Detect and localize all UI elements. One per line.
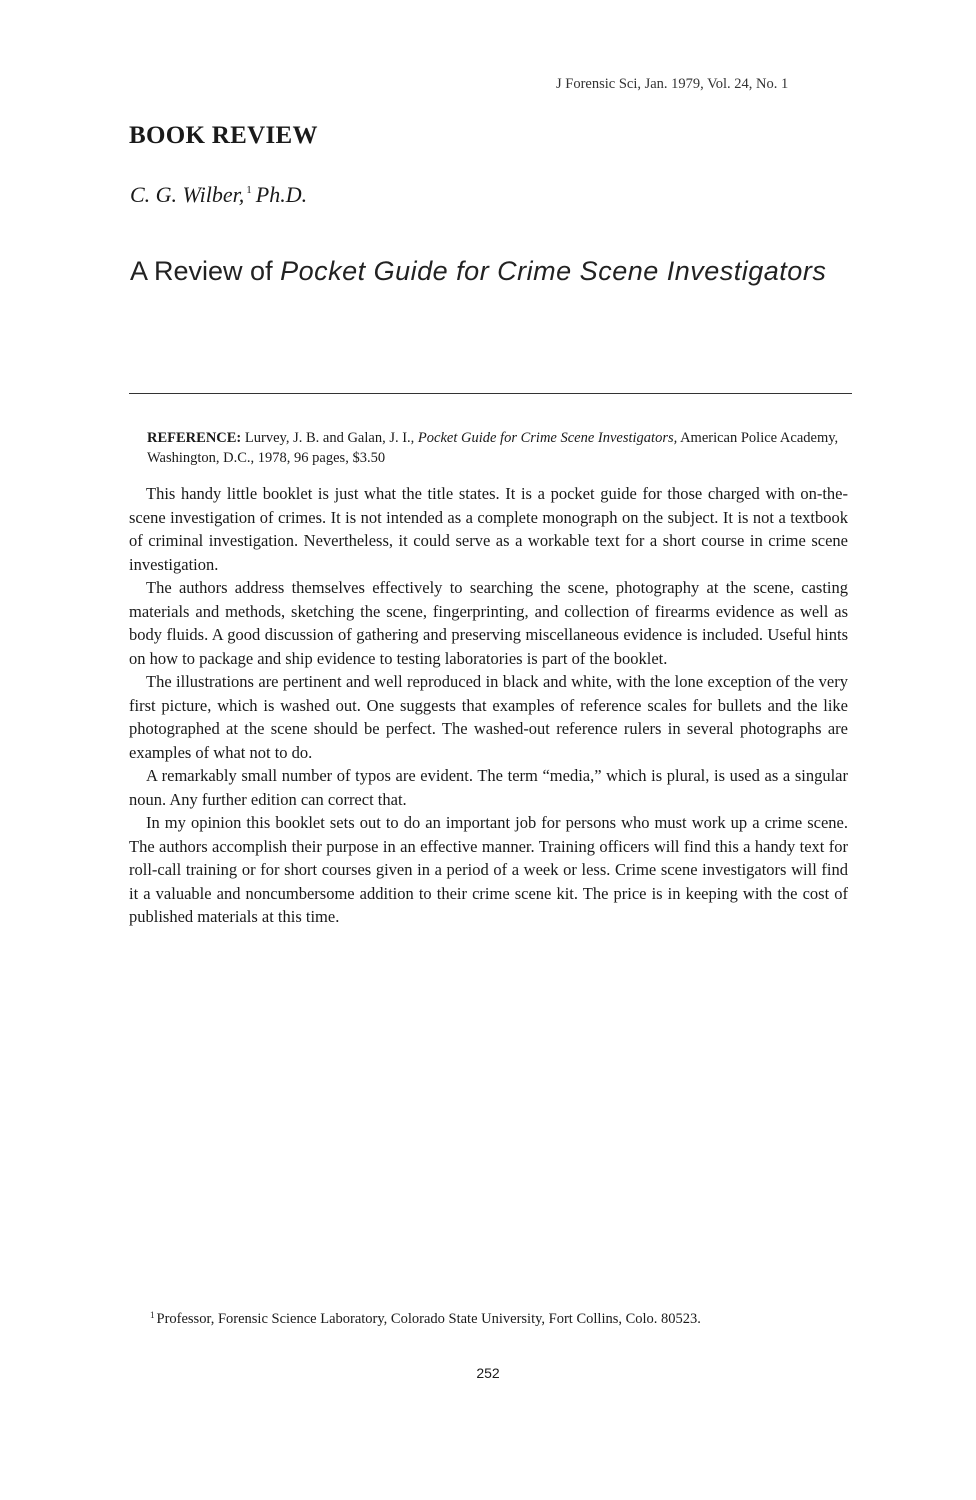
footnote-text: Professor, Forensic Science Laboratory, Colorado State University, Fort Collins, Colo. 80523. [156, 1311, 701, 1327]
title-divider [129, 393, 852, 394]
author-footnote-mark: 1 [246, 184, 252, 196]
reference-block [147, 428, 847, 468]
author-name: C. G. Wilber, [130, 182, 245, 207]
reference-authors: Lurvey, J. B. and Galan, J. I., [241, 430, 418, 446]
author-line [130, 182, 307, 208]
reference-book-title: Pocket Guide for Crime Scene Investigators, [417, 430, 678, 446]
paragraph: A remarkably small number of typos are evident. The term “media,” which is plural, is used as a singular noun. Any further edition can correct that. [129, 766, 848, 809]
title-prefix: A Review of [130, 256, 281, 286]
footnote [150, 1310, 850, 1328]
review-body [129, 482, 848, 929]
page-number: 252 [476, 1365, 500, 1381]
paragraph: In my opinion this booklet sets out to do an important job for persons who must work up a crime scene. The authors accomplish their purpose in an effective manner. Training officers will find this a handy text for roll-call training or for short courses given in a period of a week or less. Crime scene investigators will find it a valuable and noncumbersome addition to their crime scene kit. The price is in keeping with the cost of published materials at this time. [129, 813, 848, 926]
journal-citation: J Forensic Sci, Jan. 1979, Vol. 24, No. 1 [556, 76, 789, 92]
paragraph: The authors address themselves effectively to searching the scene, photography at the scene, casting materials and methods, sketching the scene, fingerprinting, and collection of firearms evidence as well as body fluids. A good discussion of gathering and preserving miscellaneous evidence is included. Useful hints on how to package and ship evidence to testing laboratories is part of the booklet. [129, 578, 848, 668]
footnote-mark: 1 [150, 1310, 155, 1320]
reference-label: REFERENCE: [147, 430, 242, 446]
reference-publisher: American Police Academy, Washington, D.C., 1978, 96 pages, $3.50 [147, 430, 839, 466]
paragraph: The illustrations are pertinent and well reproduced in black and white, with the lone exception of the very first picture, which is washed out. One suggests that examples of reference scales for bullets and the like photographed at the scene should be perfect. The washed-out reference rulers in several photographs are examples of what not to do. [129, 672, 848, 762]
section-heading: BOOK REVIEW [129, 122, 318, 149]
article-title [130, 252, 830, 290]
author-degree: Ph.D. [255, 182, 308, 207]
paragraph: This handy little booklet is just what the title states. It is a pocket guide for those charged with on-the-scene investigation of crimes. It is not intended as a complete monograph on the subject. It is not a textbook of criminal investigation. Nevertheless, it could serve as a workable text for a short course in crime scene investigation. [129, 484, 848, 574]
title-book: Pocket Guide for Crime Scene Investigators [280, 256, 827, 286]
